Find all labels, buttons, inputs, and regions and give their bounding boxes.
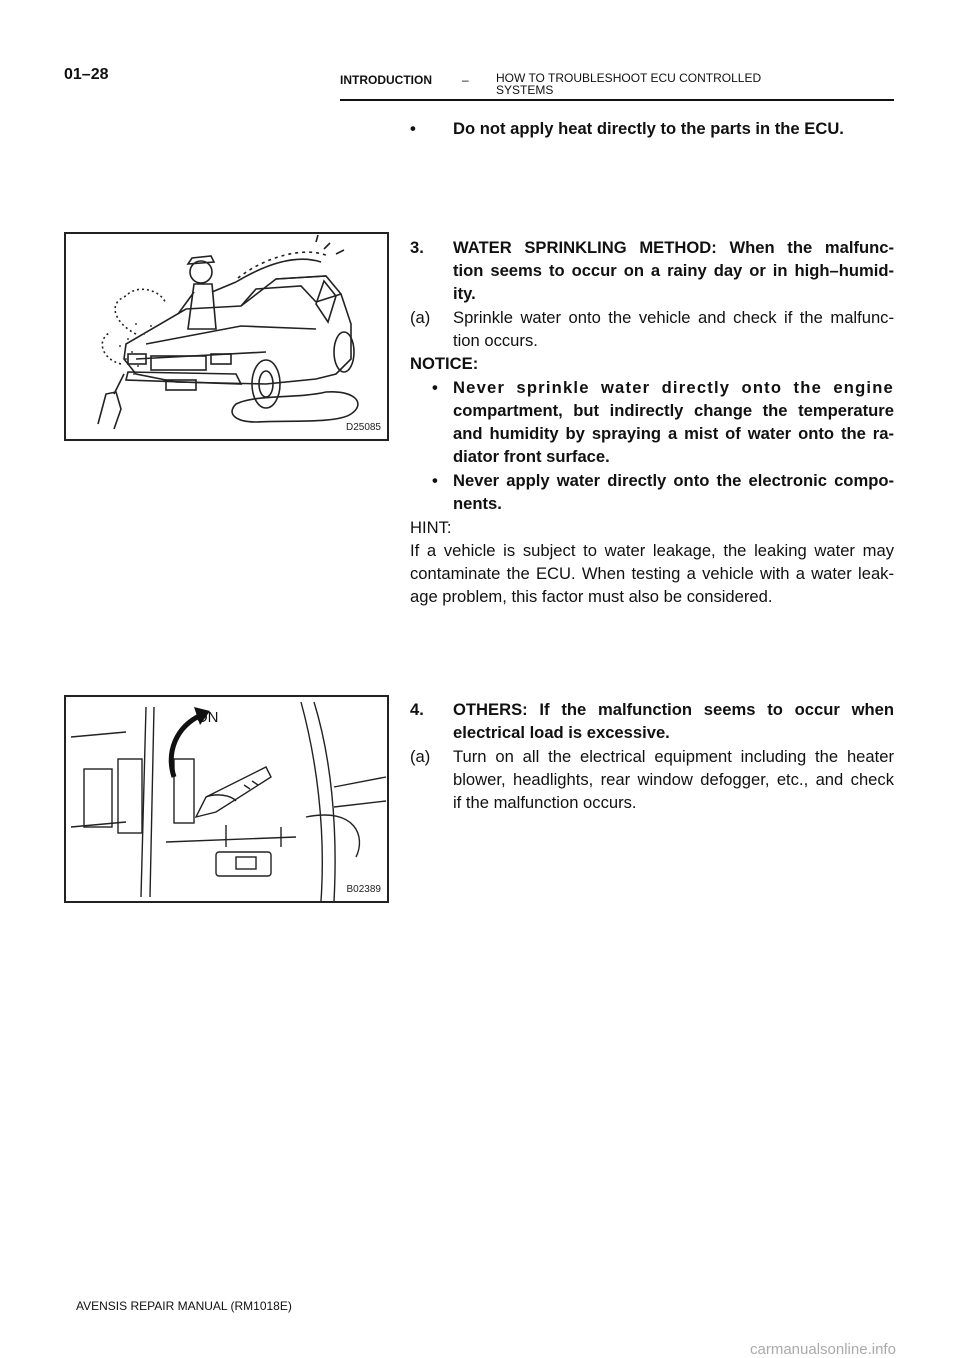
figure-code-b02389: B02389 [346, 884, 381, 895]
header-title [496, 72, 856, 96]
hint-heading: HINT: [410, 518, 452, 537]
hint-line3: age problem, this factor must also be considered. [410, 587, 773, 606]
hint-line1: If a vehicle is subject to water leakage, the leaking water may [410, 541, 894, 560]
section-name: INTRODUCTION [340, 73, 432, 87]
car-sprinkling-illustration [66, 234, 387, 439]
step4-a-line2: blower, headlights, rear window defogger, etc., and check [453, 770, 894, 789]
figure-water-sprinkling [64, 232, 389, 441]
notice-heading: NOTICE: [410, 354, 479, 373]
step4-a-label: (a) [410, 747, 431, 766]
notice1-bullet: • [432, 378, 438, 397]
step3-line3: ity. [453, 284, 476, 303]
step3-a-line2: tion occurs. [453, 331, 538, 350]
step4-number: 4. [410, 700, 424, 719]
notice1-line1: Never sprinkle water directly onto the engine [453, 378, 894, 397]
footer-manual-title: AVENSIS REPAIR MANUAL (RM1018E) [76, 1299, 292, 1313]
step3-line2: tion seems to occur on a rainy day or in high–humid- [453, 261, 894, 280]
step3-line1: WATER SPRINKLING METHOD: When the malfunc- [453, 238, 894, 257]
figure-electrical-load [64, 695, 389, 903]
step3-number: 3. [410, 238, 424, 257]
header-rule [340, 99, 894, 101]
header-title-line1: HOW TO TROUBLESHOOT ECU CONTROLLED [496, 71, 762, 85]
notice2-line1: Never apply water directly onto the electronic compo- [453, 471, 894, 490]
header-dash: – [462, 73, 469, 87]
step4-line1: OTHERS: If the malfunction seems to occur when [453, 700, 894, 719]
watermark: carmanualsonline.info [750, 1341, 896, 1358]
step3-a-label: (a) [410, 308, 431, 327]
notice1-line4: diator front surface. [453, 447, 610, 466]
header-title-line2: SYSTEMS [496, 83, 554, 97]
notice1-line3: and humidity by spraying a mist of water onto the ra- [453, 424, 894, 443]
bullet-top-text: Do not apply heat directly to the parts in the ECU. [453, 119, 844, 138]
step3-a-line1: Sprinkle water onto the vehicle and check if the malfunc- [453, 308, 894, 327]
figure-code-d25085: D25085 [345, 422, 381, 433]
notice2-line2: nents. [453, 494, 502, 513]
on-label: ON [196, 709, 219, 726]
step4-a-line3: if the malfunction occurs. [453, 793, 637, 812]
notice2-bullet: • [432, 471, 438, 490]
notice1-line2: compartment, but indirectly change the temperature [453, 401, 894, 420]
step4-a-line1: Turn on all the electrical equipment including the heater [453, 747, 894, 766]
hint-line2: contaminate the ECU. When testing a vehicle with a water leak- [410, 564, 894, 583]
bullet-symbol: • [410, 119, 416, 138]
step4-line2: electrical load is excessive. [453, 723, 670, 742]
page-number: 01–28 [64, 66, 109, 83]
headlight-switch-illustration [66, 697, 387, 901]
